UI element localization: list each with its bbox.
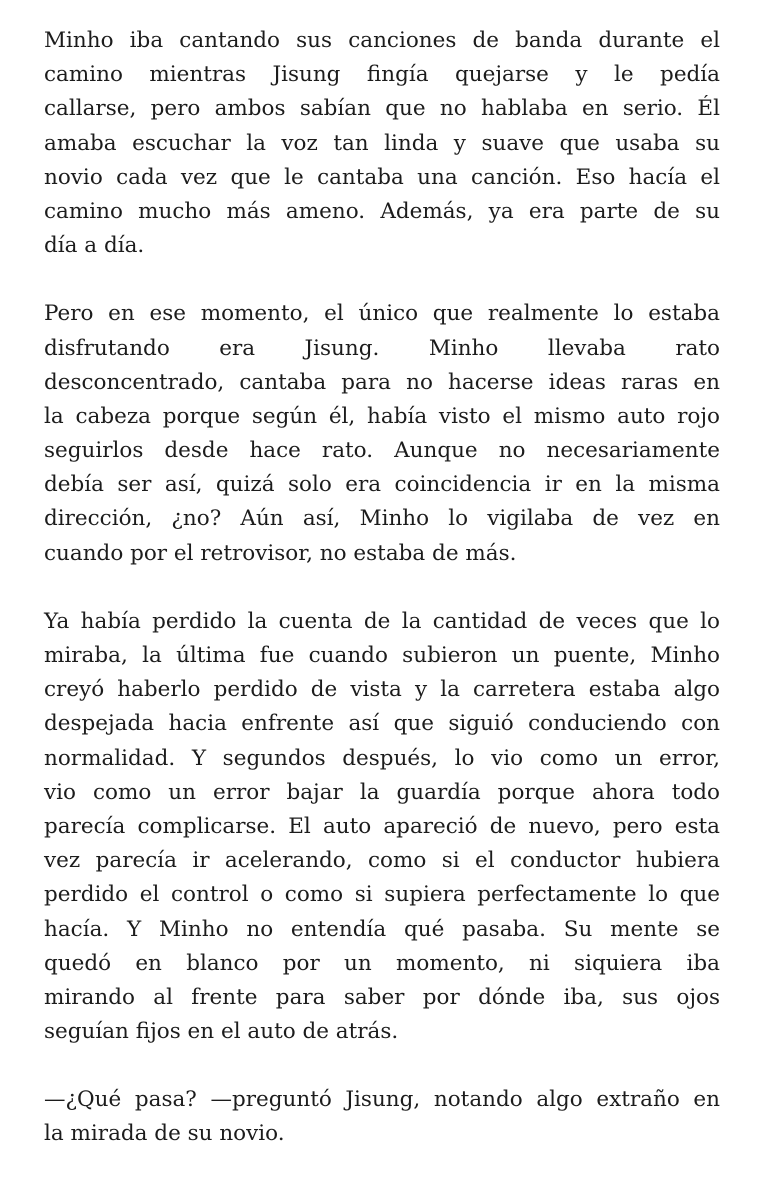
text-line: Pero en ese momento, el único que realmente lo estaba <box>44 301 720 327</box>
text-line: Minho iba cantando sus canciones de banda durante el <box>44 28 720 53</box>
text-line: vez parecía ir acelerando, como si el conductor hubiera <box>44 848 720 874</box>
text-line: camino mientras Jisung fingía quejarse y le pedía <box>44 62 720 88</box>
paragraph-2 <box>44 297 720 571</box>
text-line: cuando por el retrovisor, no estaba de más. <box>44 540 517 566</box>
text-line: seguirlos desde hace rato. Aunque no necesariamente <box>44 438 720 464</box>
text-line: —¿Qué pasa? —preguntó Jisung, notando algo extraño en <box>44 1087 720 1113</box>
text-line: hacía. Y Minho no entendía qué pasaba. Su mente se <box>44 916 720 942</box>
text-line: callarse, pero ambos sabían que no hablaba en serio. Él <box>44 96 720 122</box>
text-line: perdido el control o como si supiera perfectamente lo que <box>44 882 720 908</box>
text-line: parecía complicarse. El auto apareció de nuevo, pero esta <box>44 813 720 839</box>
text-line: Ya había perdido la cuenta de la cantidad de veces que lo <box>44 608 720 634</box>
paragraph-3 <box>44 605 720 1049</box>
text-line: la mirada de su novio. <box>44 1121 285 1147</box>
text-line: debía ser así, quizá solo era coincidencia ir en la misma <box>44 472 720 498</box>
text-line: amaba escuchar la voz tan linda y suave que usaba su <box>44 130 720 156</box>
text-line: día a día. <box>44 233 145 259</box>
text-line: disfrutando era Jisung. Minho llevaba rato <box>44 335 720 361</box>
text-line: mirando al frente para saber por dónde iba, sus ojos <box>44 984 720 1010</box>
text-line: creyó haberlo perdido de vista y la carretera estaba algo <box>44 677 720 703</box>
text-line: despejada hacia enfrente así que siguió conduciendo con <box>44 711 720 737</box>
text-line: desconcentrado, cantaba para no hacerse ideas raras en <box>44 369 720 395</box>
paragraph-4 <box>44 1083 720 1151</box>
text-line: vio como un error bajar la guardía porque ahora todo <box>44 779 720 805</box>
text-line: dirección, ¿no? Aún así, Minho lo vigilaba de vez en <box>44 506 720 532</box>
text-line: quedó en blanco por un momento, ni siquiera iba <box>44 950 720 976</box>
paragraph-1 <box>44 24 720 263</box>
text-line: miraba, la última fue cuando subieron un puente, Minho <box>44 643 720 668</box>
text-line: la cabeza porque según él, había visto el mismo auto rojo <box>44 403 720 429</box>
text-line: camino mucho más ameno. Además, ya era parte de su <box>44 198 720 224</box>
text-line: novio cada vez que le cantaba una canción. Eso hacía el <box>44 164 720 190</box>
text-line: normalidad. Y segundos después, lo vio como un error, <box>44 745 720 771</box>
text-line: seguían fijos en el auto de atrás. <box>44 1019 399 1045</box>
